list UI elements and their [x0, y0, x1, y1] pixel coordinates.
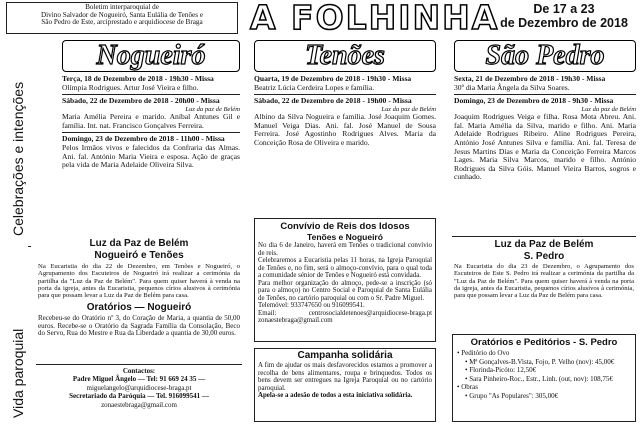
banner-nogueiro: Nogueiró: [62, 40, 240, 72]
section-subtitle: S. Pedro: [523, 251, 565, 262]
mass-entry: [254, 75, 436, 148]
section-title: Luz da Paz de Belém: [89, 238, 189, 249]
mass-place: Luz da paz de Belém: [185, 105, 240, 113]
mass-heading: Sábado, 22 de Dezembro de 2018 - 19h00 - Missa: [254, 96, 412, 106]
section-text: A fim de ajudar os mais desfavorecidos estamos a promover a recolha de bens alimentares, roupa e brinquedos. Todos os bens devem ser entregues na Igreja Paroquial ou no cartório paroquial.: [258, 362, 432, 392]
list-item-text: Mª Gonçalves-B.Vista, Fojo, P. Velho (nov): 45,00€: [469, 357, 615, 366]
side-divider: [28, 246, 31, 248]
section-text: Recebeu-se do Oratório nº 3, do Coração de Maria, a quantia de 50,00 euros. Recebe-se o Oratório da Sagrada Família da Consolação, Beco do Servo, Rua do Mestre e Rua da Liberdade a quantia de 30,00 euros.: [38, 314, 240, 338]
newsletter-title: A FOLHINHA: [250, 0, 500, 37]
luz-paz-nogueiro-tenoes: [36, 238, 242, 302]
donations-list: [453, 348, 635, 402]
paragraph: Celebraremos a Eucaristia pelas 11 horas, na Igreja Paroquial de Tenões e, no fim, será o almoço-convívio, para o qual toda a comunidade sénior de Tenões e Nogueiró está convidada.: [258, 257, 432, 279]
list-item: • Florinda-Picóto: 12,50€: [465, 366, 537, 375]
header-line: Boletim interparoquial de: [85, 3, 159, 11]
list-item-text: Obras: [461, 383, 478, 392]
mass-intentions: Olímpia Rodrigues. Artur José Vieira e filho.: [62, 82, 199, 92]
section-title: Oratórios e Peditórios - S. Pedro: [470, 337, 618, 348]
mass-place: Luz da paz de Belém: [381, 105, 436, 113]
date-line: De 17 a 23: [533, 2, 595, 16]
mass-intentions: Pelos Irmãos vivos e falecidos da Confraria das Almas. Ani. fal. António Maria Vieira e esposa. Ação de graças pela vida de Maria Adelaide Oliveira Silva.: [62, 142, 240, 170]
contacts-label: Contactos:: [122, 367, 156, 375]
side-label-text: Vida paroquial: [10, 328, 26, 418]
section-text: [255, 242, 435, 325]
mass-intentions: Beatriz Lúcia Cerdeira Lopes e família.: [254, 82, 375, 92]
issue-date: [494, 2, 634, 30]
mass-heading: Terça, 18 de Dezembro de 2018 - 19h30 - Missa: [62, 74, 214, 83]
mass-heading: Sábado, 22 de Dezembro de 2018 - 20h00 - Missa: [62, 96, 220, 106]
luz-paz-sao-pedro: [452, 236, 636, 302]
mass-intentions: Albino da Silva Nogueira e família. José Joaquim Gomes. Manuel Veiga Dias. Ani. fal. José Manuel de Sousa Ferreira. José Agostinho Rodrigues Alves. Maria da Conceição Rosa de Oliveira e marido.: [254, 112, 436, 147]
section-appeal: Apela-se a adesão de todos a esta iniciativa solidária.: [258, 392, 413, 400]
mass-heading: Quarta, 19 de Dezembro de 2018 - 19h30 - Missa: [254, 74, 412, 83]
convivio-reis: [254, 218, 436, 342]
mass-heading: Sexta, 21 de Dezembro de 2018 - 19h30 - Missa: [454, 74, 606, 83]
mass-place: Luz da paz de Belém: [581, 105, 636, 113]
date-line: de Dezembro de 2018: [500, 16, 628, 30]
mass-entry: [62, 75, 240, 170]
phone: Telemóvel: 933747650 ou 916099541.: [258, 302, 365, 309]
list-item-text: Sara Pinheiro-Roc., Estr., Linh. (out, nov): 108,75€: [469, 374, 613, 383]
oratorios-nogueiro: [36, 302, 242, 358]
paragraph: No dia 6 de Janeiro, haverá em Tenões o tradicional convívio de reis.: [258, 242, 432, 257]
header-line: Divino Salvador de Nogueiró, Santa Eulália de Tenões e: [40, 10, 204, 19]
section-title: Luz da Paz de Belém: [494, 239, 594, 250]
contact-email[interactable]: zonaestebraga@gmail.com: [101, 400, 177, 409]
section-text: Na Eucaristia do dia 22 de Dezembro, em Tenões e Nogueiró, o Agrupamento dos Escuteiros de Nogueiró irá realizar a cerimónia da partilha da "Luz da Paz de Belém". Para quem quiser haverá à venda na porta da igreja, antes da Eucaristia, pequenos círios alusivos à cerimónia para que possam levar a Luz da Paz de Belém para casa.: [38, 263, 240, 300]
list-item: • Mª Gonçalves-B.Vista, Fojo, P. Velho (nov): 45,00€: [465, 357, 615, 366]
list-item: • Sara Pinheiro-Roc., Estr., Linh. (out, nov): 108,75€: [465, 374, 613, 383]
contacts: [36, 364, 242, 422]
list-item-text: Peditório do Ovo: [461, 349, 510, 357]
section-subtitle: Nogueiró e Tenões: [94, 250, 184, 261]
campanha-solidaria: [254, 348, 436, 422]
side-label-celebrations: [6, 40, 32, 240]
contact-email[interactable]: miguelangelo@arquidiocese-braga.pt: [86, 383, 192, 392]
list-item-text: Grupo "As Populares": 305,00€: [469, 391, 559, 400]
section-subtitle: Tenões e Nogueiró: [307, 232, 383, 242]
paragraph: Para melhor organização do almoço, pede-se a inscrição (só para o almoço) no Centro Social e Paroquial de Santa Eulália de Tenões, no cartório paroquial ou com o Sr. Padre Miguel.: [258, 279, 432, 302]
list-item: • Obras: [457, 383, 478, 392]
list-item: • Peditório do Ovo: [457, 349, 510, 357]
mass-intentions: 30º dia Maria Ângela da Silva Soares.: [454, 82, 570, 92]
column-sao-pedro: [454, 40, 636, 182]
banner-tenoes: Tenões: [254, 40, 436, 72]
contact-phone: Padre Miguel Ângelo — Tel: 91 669 24 35 —: [72, 375, 206, 384]
section-title: Oratórios — Nogueiró: [86, 302, 192, 313]
column-nogueiro: [62, 40, 240, 170]
side-label-parish-life: [6, 250, 32, 420]
header-line: São Pedro de Este, arciprestado e arquidiocese de Braga: [41, 18, 203, 27]
contact-phone: Secretariado da Paróquia — Tel. 916099541 —: [69, 392, 209, 401]
section-text: Na Eucaristia do dia 23 de Dezembro, o Agrupamento dos Escuteiros de Este S. Pedro irá realizar a cerimónia da partilha da "Luz da Paz de Belém". Para quem quiser haverá à venda na porta da igreja, antes da Eucaristia, pequenos círios alusivos à cerimónia, para que possam levar a Luz da Paz de Belém para casa.: [454, 263, 634, 300]
column-tenoes: [254, 40, 436, 148]
mass-heading: Domingo, 23 de Dezembro de 2018 - 11h00 - Missa: [62, 134, 225, 144]
list-item-text: Florinda-Picóto: 12,50€: [469, 366, 537, 375]
oratorios-sao-pedro: [452, 334, 636, 422]
side-label-text: Celebrações e intenções: [10, 81, 26, 236]
list-item: • Grupo "As Populares": 305,00€: [465, 391, 559, 400]
emails[interactable]: Email: centrosocialdetenoes@arquidiocese-braga.pt zonaestebraga@gmail.com: [258, 309, 432, 324]
mass-intentions: Maria Amélia Pereira e marido. Aníbal Antunes Gil e família. Int. nat. Francisco Gonçalves Ferreira.: [62, 112, 240, 130]
mass-heading: Domingo, 23 de Dezembro de 2018 - 9h30 - Missa: [454, 96, 614, 106]
banner-sao-pedro: São Pedro: [454, 40, 636, 72]
header-info-box: [6, 2, 238, 34]
mass-entry: [454, 75, 636, 182]
mass-intentions: Joaquim Rodrigues Veiga e filha. Rosa Mota Abreu. Ani. fal. Maria Amélia da Silva, marido e filho. Ani. Maria Adelaide Rodrigues Ribeiro. Aline Rodrigues Pereira, António José Antunes Silva e família. Ani. fal. Teresa de Jesus Martins Dias e Maria da Conceição Ferreira Marcos Lages. Maria Silva Marcos, marido e filho. António Rodrigues da Silva Góis. Manuel Vieira Barros, sogros e cunhado.: [454, 112, 636, 182]
section-title: Campanha solidária: [297, 350, 393, 361]
section-title: Convívio de Reis dos Idosos: [280, 221, 410, 232]
